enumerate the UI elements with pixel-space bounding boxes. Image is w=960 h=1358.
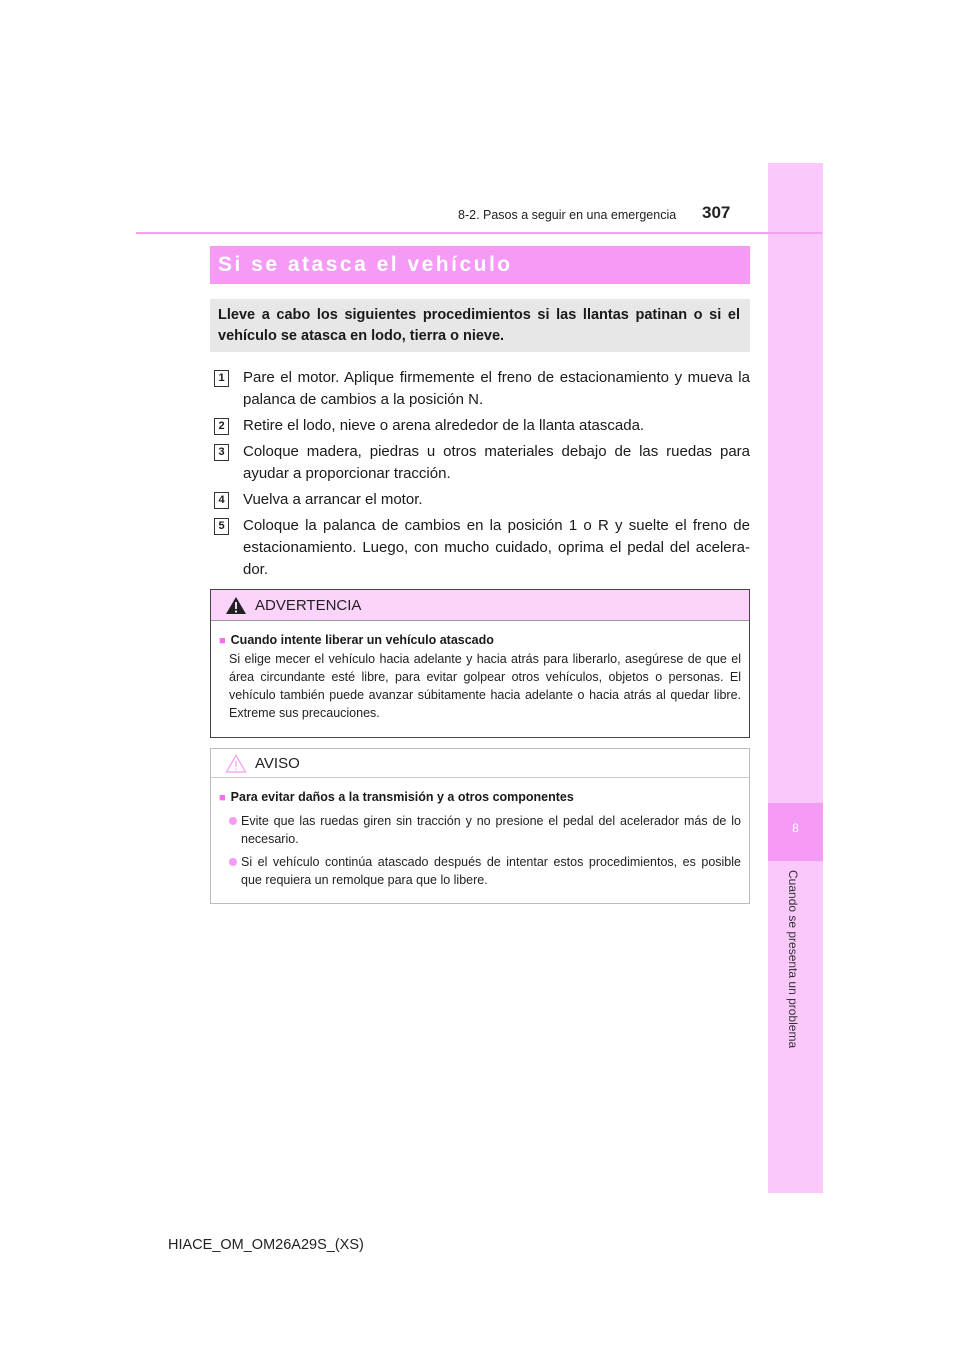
step-number: 2 [214,418,229,435]
chapter-number: 8 [792,821,799,835]
caution-triangle-icon [225,754,247,773]
step-item [214,515,750,581]
header-rule [136,232,822,234]
step-text: Retire el lodo, nieve o arena alrededor de la llanta atascada. [243,417,645,434]
step-text: Vuelva a arrancar el motor. [243,491,423,508]
intro-text: Lleve a cabo los siguientes procedimientos si las llantas patinan o si el vehículo se atasca en lodo, tierra o nieve. [218,307,740,344]
section-title-bar [210,246,750,284]
square-bullet-icon: ■ [219,635,226,647]
step-item [214,367,750,411]
step-text: Coloque madera, piedras u otros materiales debajo de las ruedas para ayudar a proporcionar tracción. [243,443,750,482]
step-number: 4 [214,492,229,509]
square-bullet-icon: ■ [219,792,226,804]
steps-list [214,367,750,585]
warning-header [211,590,749,621]
step-text: Pare el motor. Aplique firmemente el freno de estacionamiento y mueva la palanca de cambios a la posición N. [243,369,750,408]
notice-box [210,748,750,904]
step-item [214,441,750,485]
document-code: HIACE_OM_OM26A29S_(XS) [168,1237,364,1253]
notice-bullet: Si el vehículo continúa atascado después de intentar estos procedimientos, es posible que requiera un remolque para que lo libere. [219,853,741,889]
step-item [214,489,750,511]
step-item [214,415,750,437]
bullet-dot-icon [229,858,237,866]
step-number: 3 [214,444,229,461]
section-title: Si se atasca el vehículo [218,253,513,276]
warning-box [210,589,750,738]
intro-box [210,299,750,352]
warning-subtitle: ■ Cuando intente liberar un vehículo atascado [219,633,494,647]
section-reference: 8-2. Pasos a seguir en una emergencia [458,208,677,222]
notice-label: AVISO [255,754,300,772]
warning-triangle-icon [225,596,247,615]
notice-subtitle: ■ Para evitar daños a la transmisión y a otros componentes [219,790,574,804]
page-number: 307 [702,203,731,222]
notice-header [211,749,749,778]
notice-bullet: Evite que las ruedas giren sin tracción y no presione el pedal del acelerador más de lo necesario. [219,812,741,848]
step-number: 1 [214,370,229,387]
step-number: 5 [214,518,229,535]
step-text: Coloque la palanca de cambios en la posición 1 o R y suelte el freno de estacionamiento. Luego, con mucho cuidado, oprima el pedal del acelerador. [243,517,750,578]
warning-text: Si elige mecer el vehículo hacia adelante y hacia atrás para liberarlo, asegúrese de que el área circundante esté libre, para evitar golpear otros vehículos, objetos o personas. El vehículo también puede avanzar súbitamente hacia adelante o hacia atrás al quedar libre. Extreme sus precauciones. [229,652,741,720]
chapter-title: Cuando se presenta un problema [786,870,800,1049]
warning-label: ADVERTENCIA [255,596,362,614]
bullet-dot-icon [229,817,237,825]
